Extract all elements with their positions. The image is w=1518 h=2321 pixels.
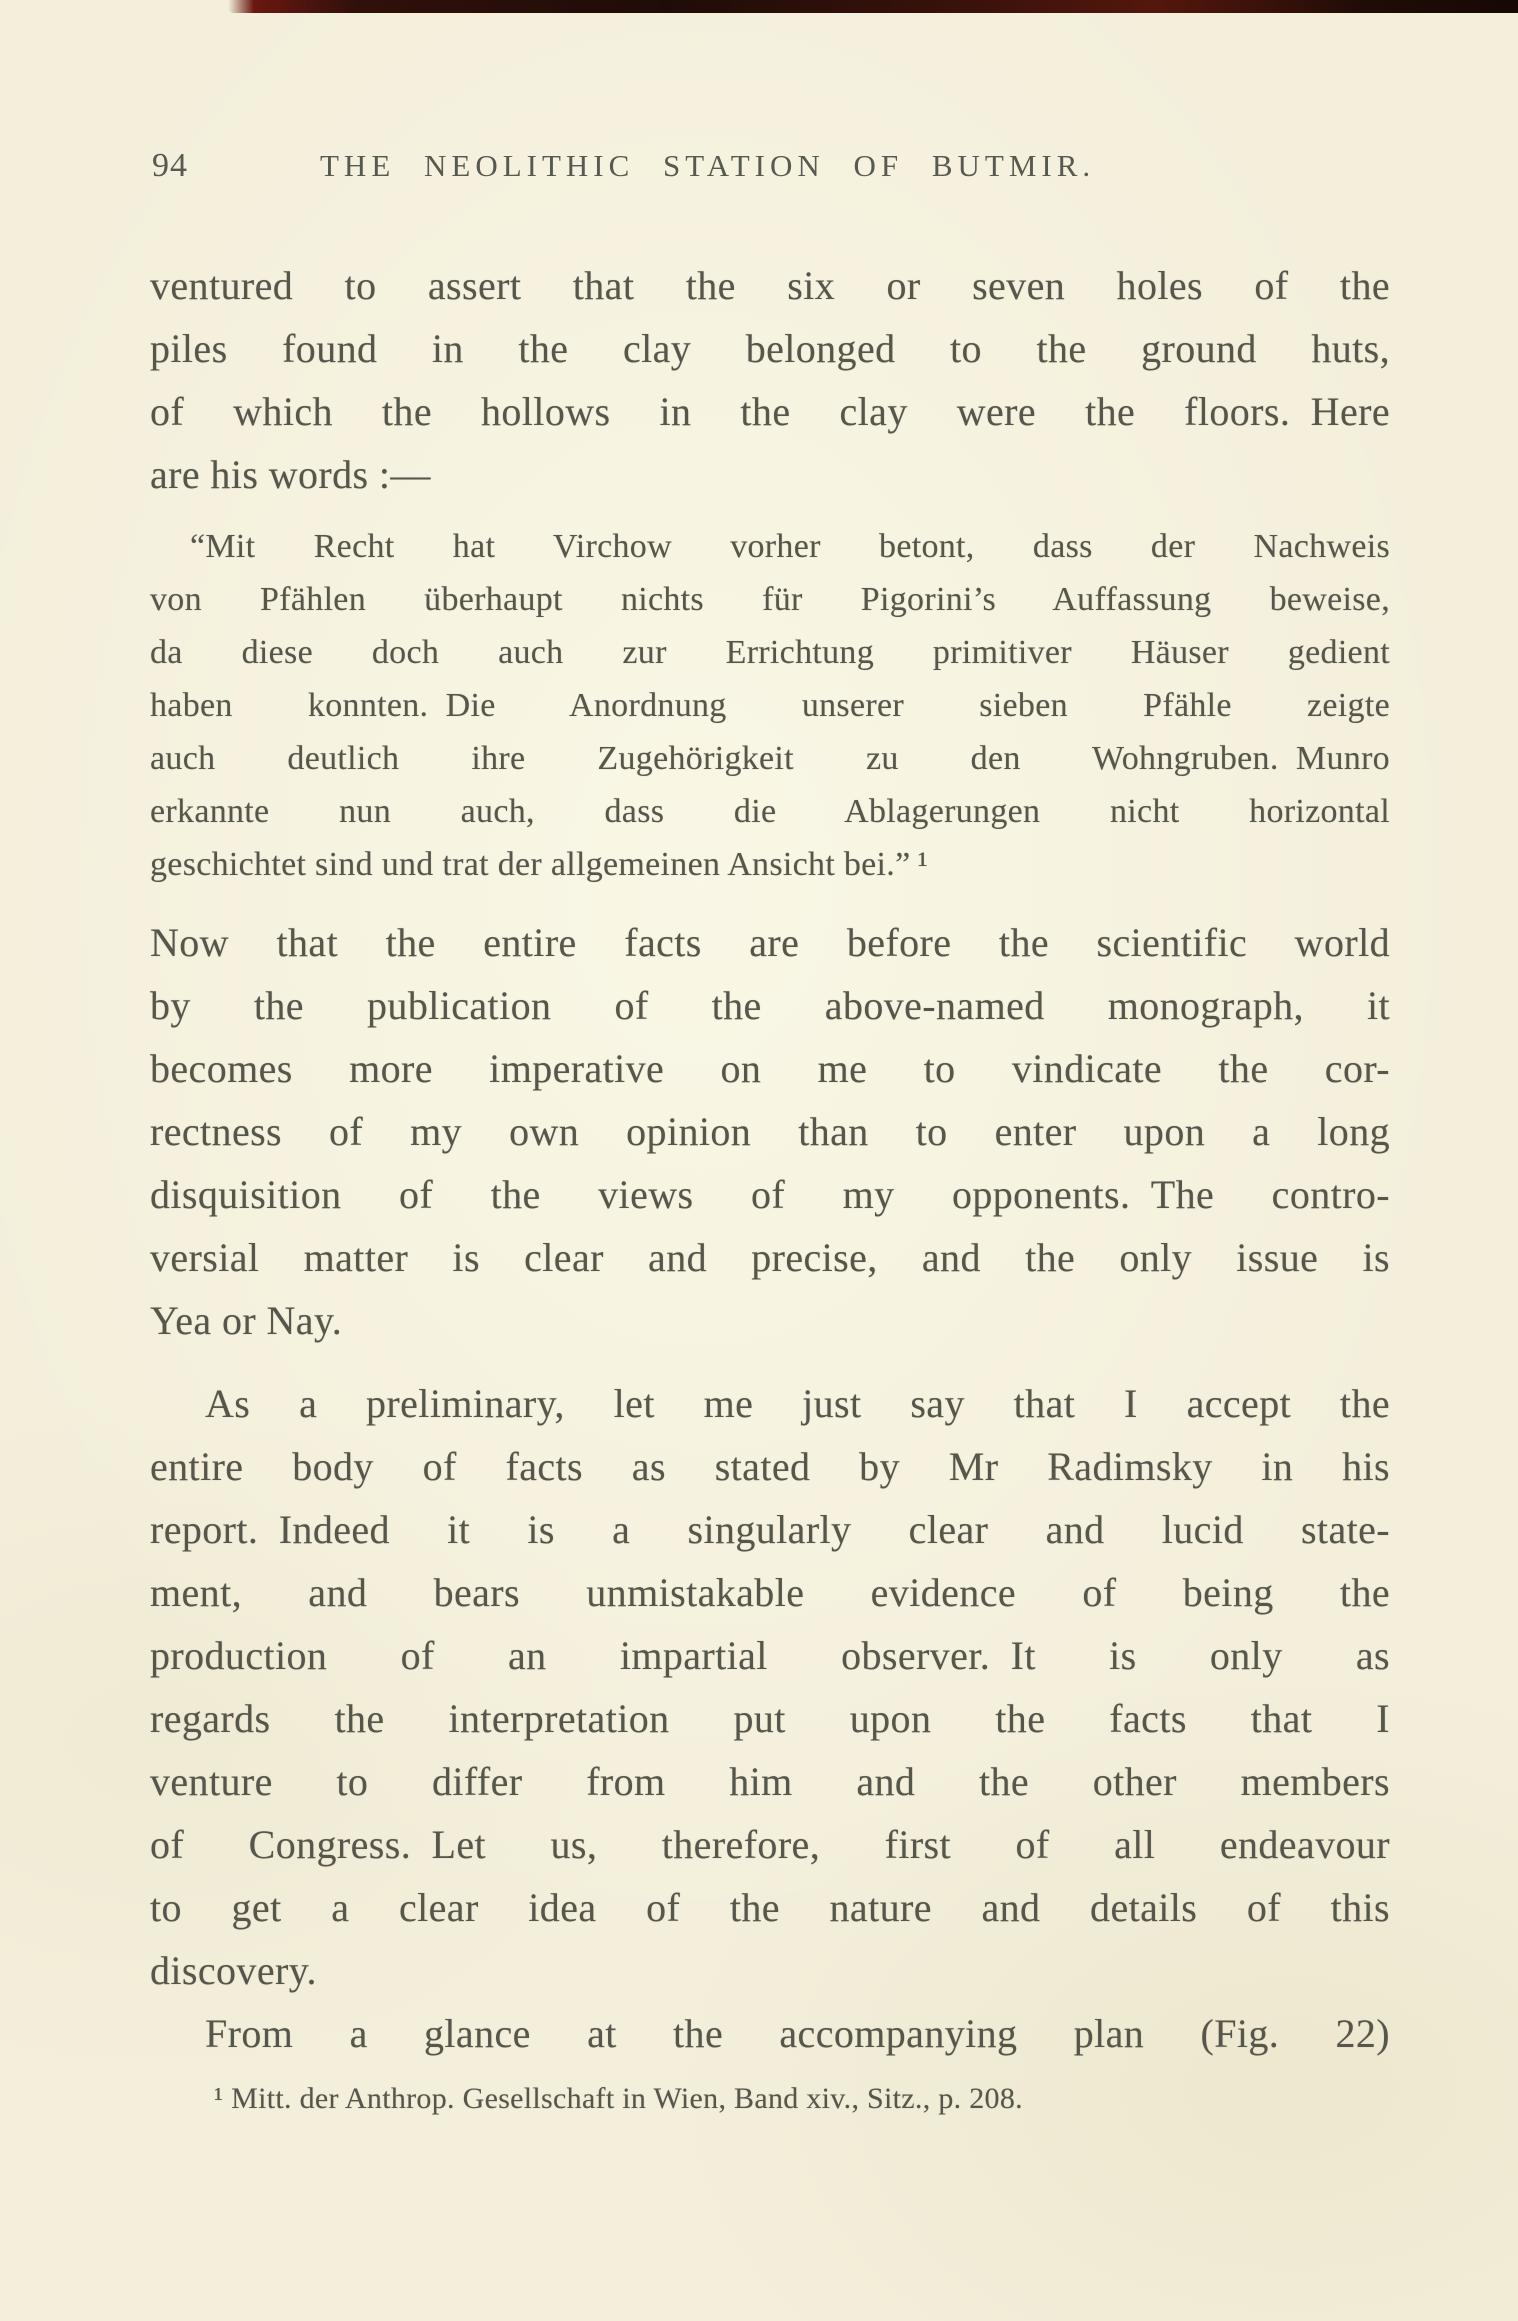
german-quotation bbox=[150, 520, 1390, 891]
text-line: da diese doch auch zur Errichtung primitiver Häuser gedient bbox=[150, 634, 1390, 671]
text-line: Yea or Nay. bbox=[150, 1298, 343, 1343]
text-line: venture to differ from him and the other members bbox=[150, 1759, 1390, 1804]
text-line: by the publication of the above-named monograph, it bbox=[150, 983, 1390, 1028]
paragraph-now-that bbox=[150, 911, 1390, 1352]
text-line: haben konnten. Die Anordnung unserer sieben Pfähle zeigte bbox=[150, 687, 1390, 724]
running-title: THE NEOLITHIC STATION OF BUTMIR. bbox=[320, 148, 1096, 183]
text-line: entire body of facts as stated by Mr Radimsky in his bbox=[150, 1444, 1390, 1489]
footnote: ¹ Mitt. der Anthrop. Gesellschaft in Wien, Band xiv., Sitz., p. 208. bbox=[214, 2082, 1023, 2115]
text-line: of which the hollows in the clay were the floors. Here bbox=[150, 389, 1390, 434]
text-line: rectness of my own opinion than to enter upon a long bbox=[150, 1109, 1390, 1154]
text-line: piles found in the clay belonged to the ground huts, bbox=[150, 326, 1390, 371]
text-line: of Congress. Let us, therefore, first of all endeavour bbox=[150, 1822, 1390, 1867]
text-line: to get a clear idea of the nature and details of this bbox=[150, 1885, 1390, 1930]
paragraph-as-a-preliminary bbox=[150, 1372, 1390, 2002]
text-line: “Mit Recht hat Virchow vorher betont, dass der Nachweis bbox=[190, 528, 1390, 565]
text-line: discovery. bbox=[150, 1948, 317, 1993]
text-line: From a glance at the accompanying plan (Fig. 22) bbox=[205, 2011, 1390, 2056]
text-line: ment, and bears unmistakable evidence of being the bbox=[150, 1570, 1390, 1615]
paragraph-from-a-glance bbox=[150, 2002, 1390, 2065]
text-line: ventured to assert that the six or seven holes of the bbox=[150, 263, 1390, 308]
text-line: geschichtet sind und trat der allgemeinen Ansicht bei.” ¹ bbox=[150, 846, 929, 883]
text-line: are his words :— bbox=[150, 452, 431, 497]
text-line: report. Indeed it is a singularly clear and lucid state- bbox=[150, 1507, 1390, 1552]
text-line: erkannte nun auch, dass die Ablagerungen nicht horizontal bbox=[150, 793, 1390, 830]
text-line: auch deutlich ihre Zugehörigkeit zu den Wohngruben. Munro bbox=[150, 740, 1390, 777]
text-line: versial matter is clear and precise, and the only issue is bbox=[150, 1235, 1390, 1280]
paragraph-continued bbox=[150, 254, 1390, 506]
text-line: regards the interpretation put upon the facts that I bbox=[150, 1696, 1390, 1741]
text-line: von Pfählen überhaupt nichts für Pigorini’s Auffassung beweise, bbox=[150, 581, 1390, 618]
text-line: production of an impartial observer. It is only as bbox=[150, 1633, 1390, 1678]
text-line: As a preliminary, let me just say that I accept the bbox=[205, 1381, 1390, 1426]
text-line: Now that the entire facts are before the scientific world bbox=[150, 920, 1390, 965]
page-number: 94 bbox=[152, 147, 188, 184]
page-header bbox=[0, 0, 1518, 186]
text-column bbox=[150, 254, 1390, 2065]
text-line: disquisition of the views of my opponents. The contro- bbox=[150, 1172, 1390, 1217]
text-line: becomes more imperative on me to vindicate the cor- bbox=[150, 1046, 1390, 1091]
